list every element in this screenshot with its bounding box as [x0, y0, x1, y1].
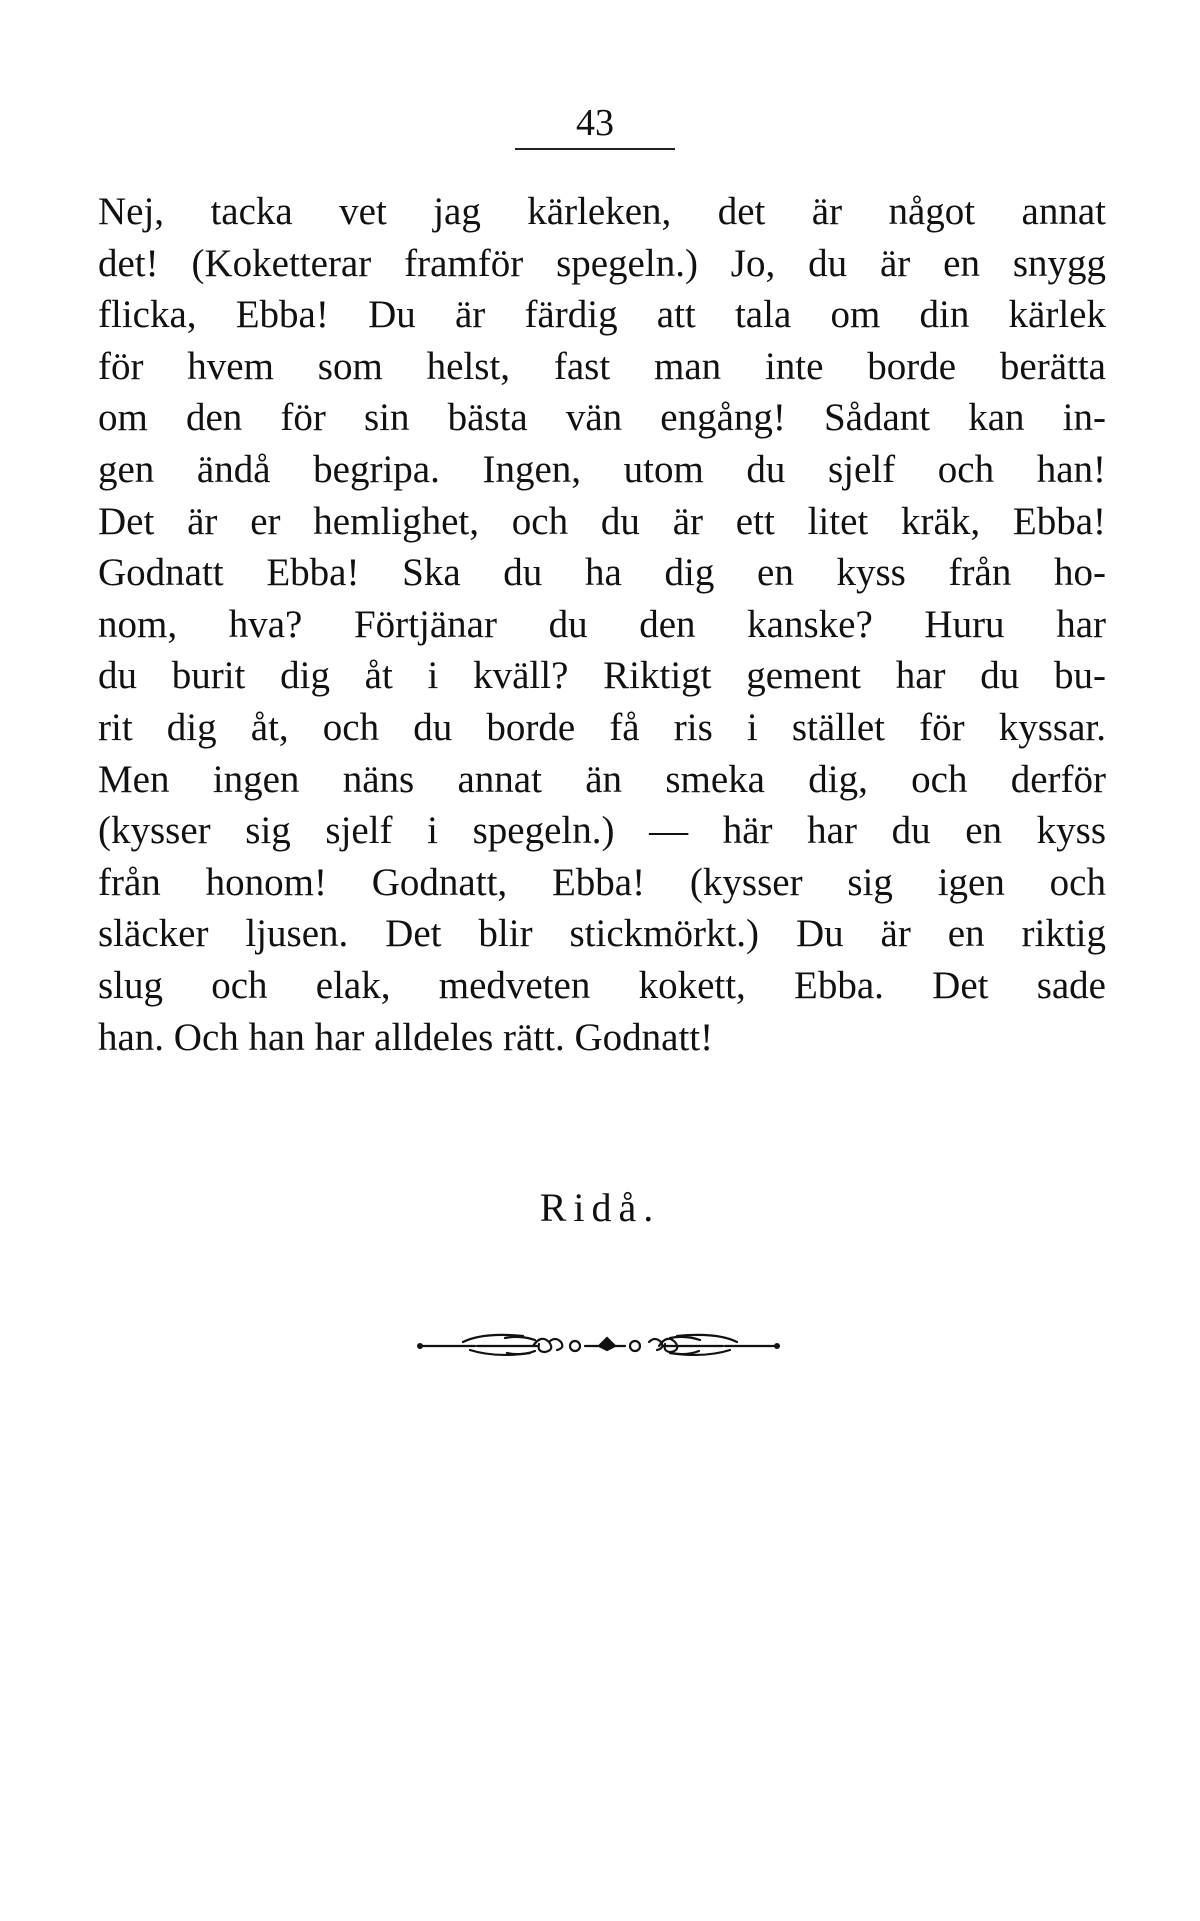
- text-line: han. Och han har alldeles rätt. Godnatt!: [98, 1015, 714, 1059]
- text-line: (kysser sig sjelf i spegeln.) — här har du en kyss: [98, 809, 1106, 853]
- text-line: Godnatt Ebba! Ska du ha dig en kyss från ho-: [98, 551, 1106, 595]
- text-line: från honom! Godnatt, Ebba! (kysser sig igen och: [98, 860, 1106, 904]
- curtain-heading: Ridå.: [539, 1185, 661, 1230]
- ornamental-divider-icon: [415, 1320, 785, 1370]
- text-line: Men ingen näns annat än smeka dig, och derför: [98, 757, 1106, 801]
- page-number: 43: [515, 100, 675, 150]
- text-line: gen ändå begripa. Ingen, utom du sjelf och han!: [98, 447, 1106, 491]
- text-line: släcker ljusen. Det blir stickmörkt.) Du är en riktig: [98, 912, 1106, 956]
- text-line: nom, hva? Förtjänar du den kanske? Huru har: [98, 602, 1106, 646]
- text-line: om den för sin bästa vän engång! Sådant kan in-: [98, 396, 1106, 440]
- text-line: slug och elak, medveten kokett, Ebba. Det sade: [98, 963, 1106, 1007]
- text-line: rit dig åt, och du borde få ris i stället för kyssar.: [98, 705, 1106, 749]
- text-line: det! (Koketterar framför spegeln.) Jo, du är en snygg: [98, 241, 1106, 285]
- text-line: Det är er hemlighet, och du är ett litet kräk, Ebba!: [98, 499, 1106, 543]
- text-line: du burit dig åt i kväll? Riktigt gement har du bu-: [98, 654, 1106, 698]
- text-line: för hvem som helst, fast man inte borde berätta: [98, 344, 1106, 388]
- body-text: [98, 186, 1106, 1063]
- text-line: Nej, tacka vet jag kärleken, det är något annat: [98, 190, 1106, 233]
- text-line: flicka, Ebba! Du är färdig att tala om din kärlek: [98, 293, 1106, 337]
